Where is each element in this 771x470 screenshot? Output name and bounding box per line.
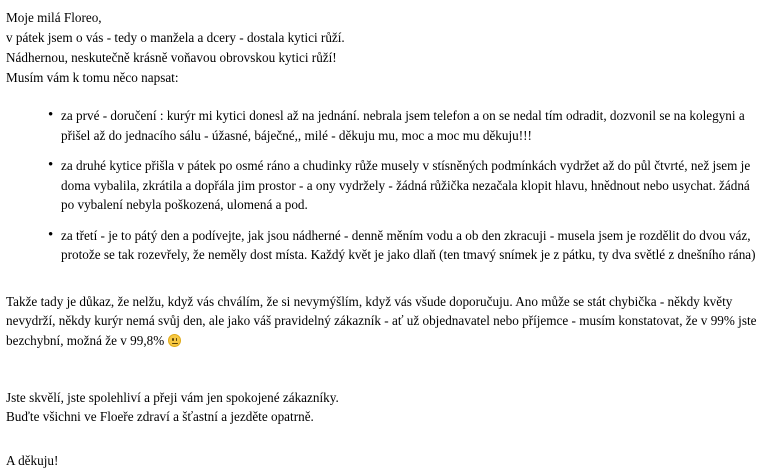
signoff-line: A děkuju! (6, 452, 59, 468)
closing-line-1: Jste skvělí, jste spolehliví a přeji vám jen spokojené zákazníky. (6, 389, 339, 405)
bullet-marker-icon: • (48, 226, 54, 243)
spacer-before-signoff (6, 427, 765, 451)
spacer-after-greeting (6, 88, 765, 106)
list-item (6, 106, 765, 145)
greeting-line-1: Moje milá Floreo, (6, 10, 102, 25)
spacer-before-closing (6, 364, 765, 388)
bullet-marker-icon: • (48, 107, 54, 123)
body-paragraph-text: Takže tady je důkaz, že nelžu, když vás chválím, že si nevymýšlím, když vás všude doporučuju. Ano může se stát chybička - někdy květy nevydrží, někdy kurýr nemá svůj den, ale jako váš pravidelný zákazník - ať už objednavatel nebo příjemce - musím konstatovat, že v 99% jste bezchybní, možná že v 99,8% (6, 293, 757, 349)
bullet-marker-icon: • (48, 157, 54, 173)
greeting-line-3: Nádhernou, neskutečně krásně voňavou obrovskou kytici růží! (6, 50, 337, 65)
list-item-text: za prvé - doručení : kurýr mi kytici donesl až na jednání. nebrala jsem telefon a on se nedal tím odradit, dozvonil se na kolegyni a přišel až do jednacího sálu - úžasné, báječné,, milé - děkuju mu, moc a moc mu děkuju!!! (61, 108, 745, 143)
neutral-face-emoji (168, 334, 181, 347)
list-item-text: za třetí - je to pátý den a podívejte, jak jsou nádherné - denně měním vodu a ob den zkracuji - musela jsem je rozdělit do dvou váz, protože se tak rozevřely, že neměly dost místa. Každý květ je jako dlaň (ten tmavý snímek je z pátku, ty dva světlé z dnešního rána) (61, 227, 756, 262)
spacer-after-list (6, 265, 765, 279)
body-paragraph (6, 292, 765, 351)
emoji-mouth (172, 343, 178, 345)
emoji-eye-left (172, 338, 174, 341)
emoji-eye-right (176, 338, 178, 341)
list-item (6, 156, 765, 215)
closing-line-2: Buďte všichni ve Floeře zdraví a šťastní a jezděte opatrně. (6, 409, 314, 425)
greeting-line-4: Musím vám k tomu něco napsat: (6, 70, 179, 85)
greeting-block (6, 8, 765, 88)
greeting-line-2: v pátek jsem o vás - tedy o manžela a dcery - dostala kytici růží. (6, 30, 345, 45)
bullet-list (6, 106, 765, 265)
list-item (6, 226, 765, 265)
list-item-text: za druhé kytice přišla v pátek po osmé ráno a chudinky růže musely v stísněných podmínkách vydržet až do půl čtvrté, než jsem je doma vybalila, zkrátila a dopřála jim prostor - a ony vydržely - žádná růžička nezačala klopit hlavu, hnědnout nebo usychat. žádná po vybalení nebyla poškozená, ulomená a pod. (61, 158, 751, 212)
